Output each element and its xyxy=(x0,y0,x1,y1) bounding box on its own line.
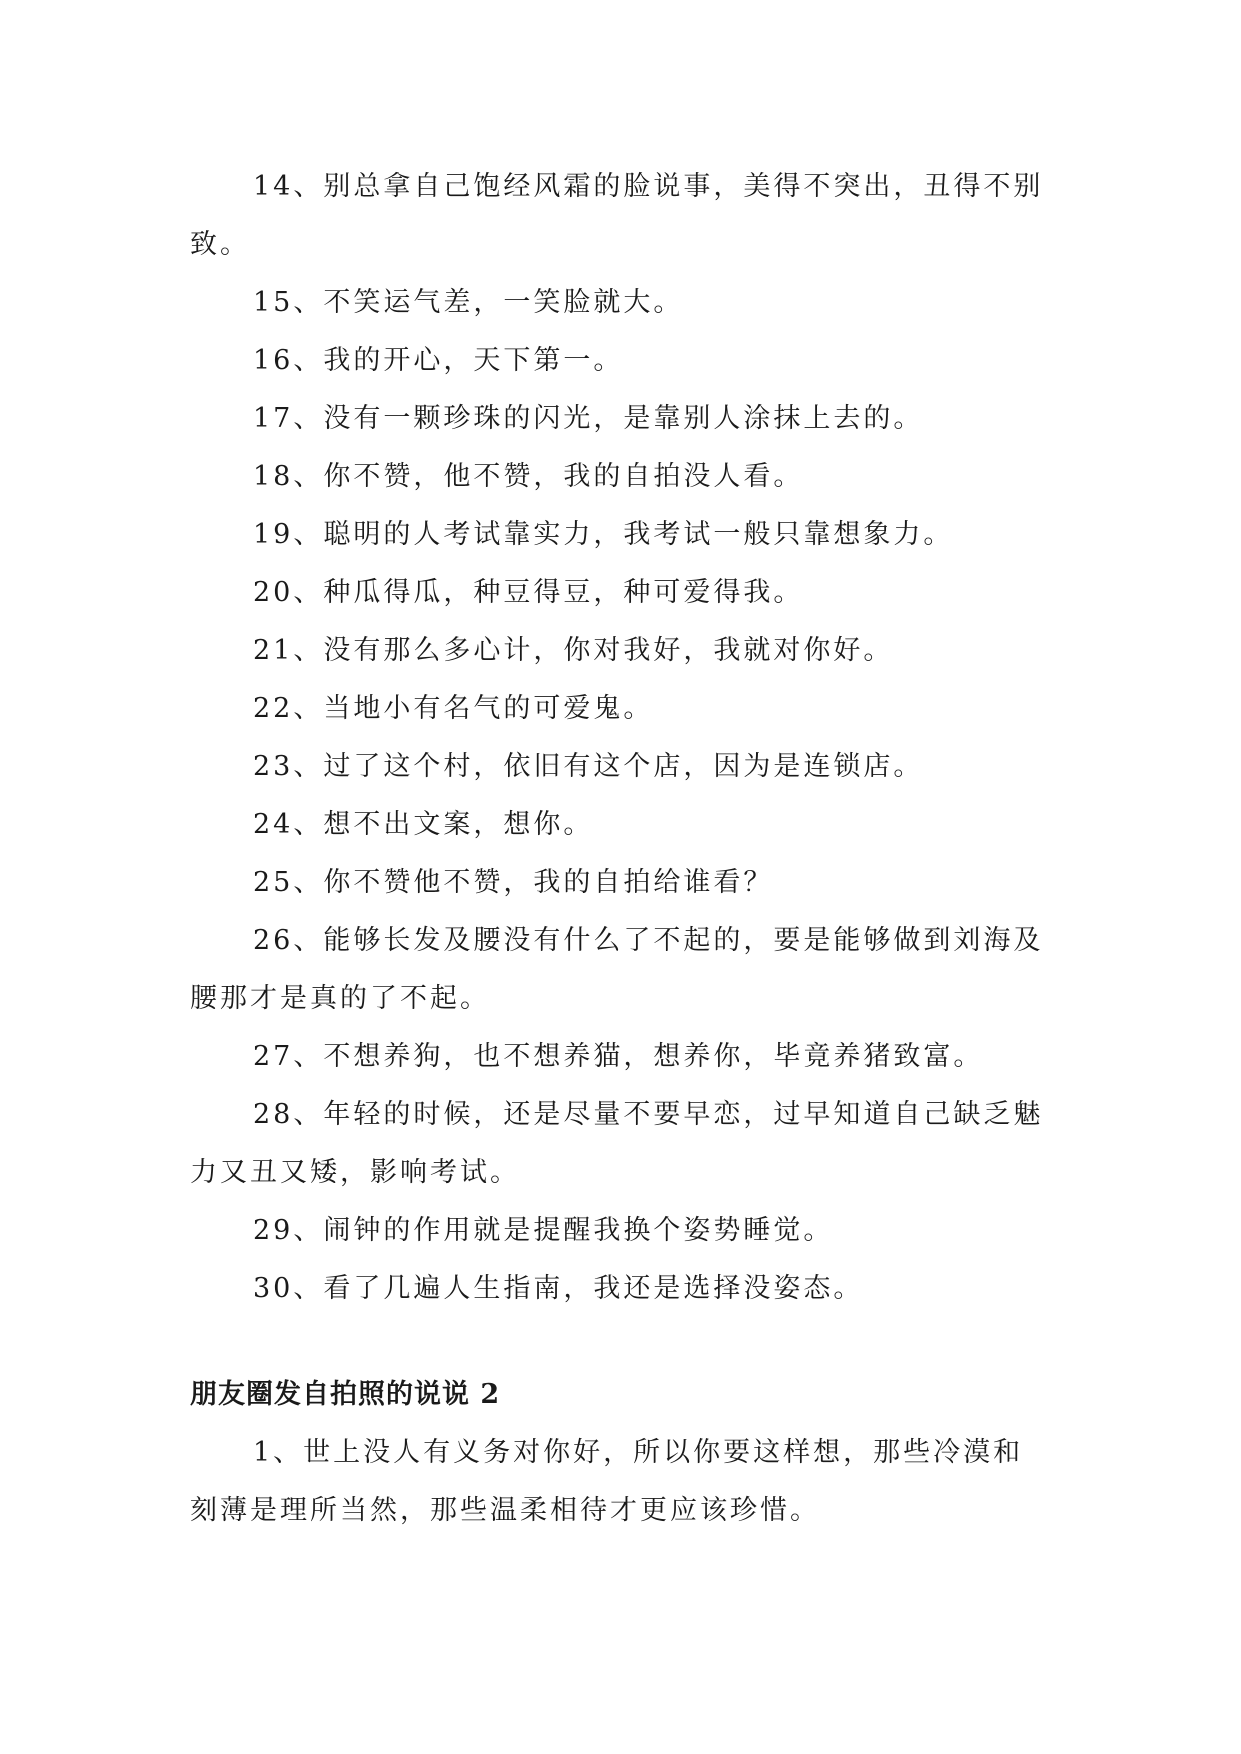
list-item: 17、没有一颗珍珠的闪光，是靠别人涂抹上去的。 xyxy=(253,403,924,434)
document-body xyxy=(190,158,1050,1540)
section-heading: 朋友圈发自拍照的说说 2 xyxy=(190,1379,501,1410)
list-item: 19、聪明的人考试靠实力，我考试一般只靠想象力。 xyxy=(253,519,954,550)
list-item: 18、你不赞，他不赞，我的自拍没人看。 xyxy=(253,461,804,492)
list-item: 28、年轻的时候，还是尽量不要早恋，过早知道自己缺乏魅力又丑又矮，影响考试。 xyxy=(190,1099,1044,1188)
list-item: 24、想不出文案，想你。 xyxy=(253,809,594,840)
list-item: 26、能够长发及腰没有什么了不起的，要是能够做到刘海及腰那才是真的了不起。 xyxy=(190,925,1044,1014)
list-item: 23、过了这个村，依旧有这个店，因为是连锁店。 xyxy=(253,751,924,782)
list-item: 25、你不赞他不赞，我的自拍给谁看？ xyxy=(253,867,774,898)
list-item: 27、不想养狗，也不想养猫，想养你，毕竟养猪致富。 xyxy=(253,1041,984,1072)
list-item: 14、别总拿自己饱经风霜的脸说事，美得不突出，丑得不别致。 xyxy=(190,171,1044,260)
list-item: 20、种瓜得瓜，种豆得豆，种可爱得我。 xyxy=(253,577,804,608)
list-item: 29、闹钟的作用就是提醒我换个姿势睡觉。 xyxy=(253,1215,834,1246)
list-item: 16、我的开心，天下第一。 xyxy=(253,345,624,376)
list-item: 22、当地小有名气的可爱鬼。 xyxy=(253,693,654,724)
list-item: 15、不笑运气差，一笑脸就大。 xyxy=(253,287,684,318)
list-item: 21、没有那么多心计，你对我好，我就对你好。 xyxy=(253,635,894,666)
list-item: 1、世上没人有义务对你好，所以你要这样想，那些冷漠和刻薄是理所当然，那些温柔相待才更应该珍惜。 xyxy=(190,1437,1024,1526)
list-item: 30、看了几遍人生指南，我还是选择没姿态。 xyxy=(253,1273,864,1304)
